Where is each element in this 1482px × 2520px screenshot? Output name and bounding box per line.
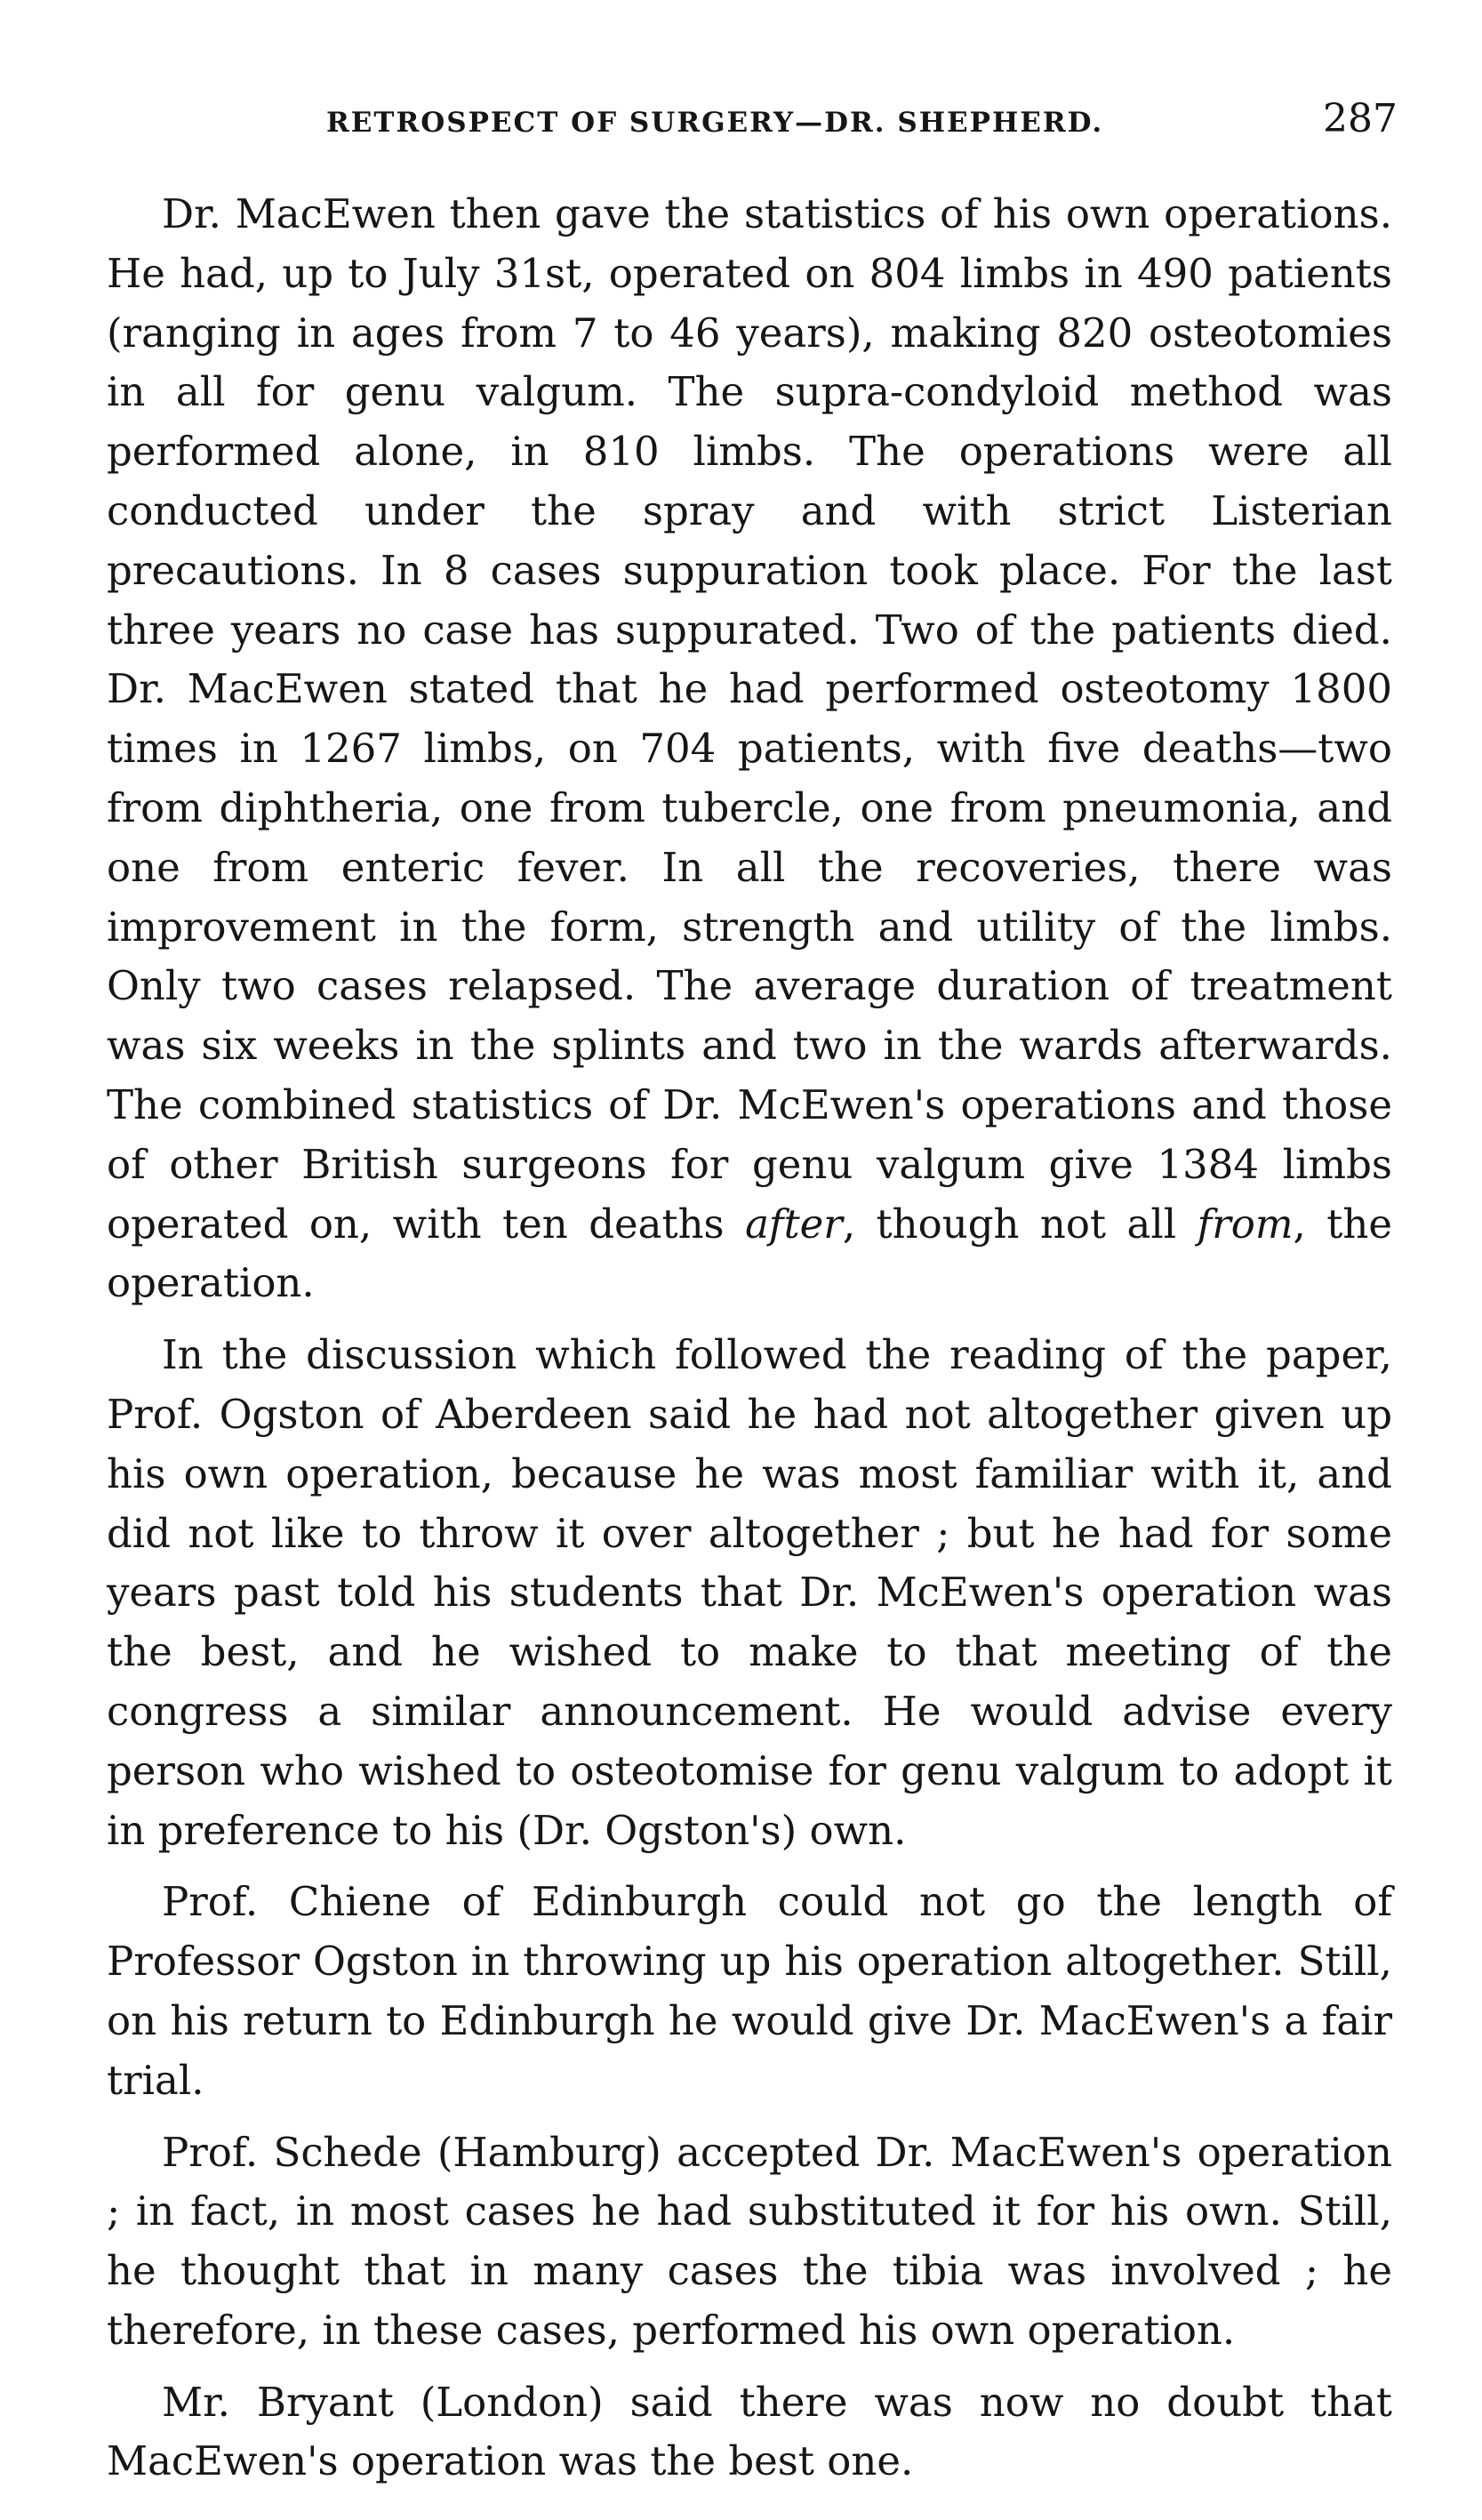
paragraph-text: , though not all (842, 1200, 1198, 1248)
paragraph-bryant: Mr. Bryant (London) said there was now no doubt that MacEwen's operation was the best one. (107, 2378, 1392, 2485)
running-head (108, 96, 1398, 149)
paragraph-schede: Prof. Schede (Hamburg) accepted Dr. MacEwen's operation ; in fact, in most cases he had substituted it for his own. Still, he thought that in many cases the tibia was involved ; he therefore, in these cases, performed his own operation. (107, 2128, 1392, 2354)
paragraph-text: , the operation. (107, 1200, 1392, 1307)
paragraph-chiene: Prof. Chiene of Edinburgh could not go the length of Professor Ogston in throwing up his operation altogether. Still, on his return to Edinburgh he would give Dr. MacEwen's a fair trial. (107, 1878, 1392, 2104)
paragraph-ogston: In the discussion which followed the reading of the paper, Prof. Ogston of Aberdeen said he had not altogether given up his own operation, because he was most familiar with it, and did not like to throw it over altogether ; but he had for some years past told his students that Dr. McEwen's operation was the best, and he wished to make to that meeting of the congress a similar announcement. He would advise every person who wished to osteotomise for genu valgum to adopt it in preference to his (Dr. Ogston's) own. (107, 1331, 1392, 1854)
page-number: 287 (1323, 96, 1398, 141)
running-title: RETROSPECT OF SURGERY—DR. SHEPHERD. (326, 107, 1104, 139)
italic-word: after (745, 1200, 843, 1248)
paragraph-macewen-statistics (107, 185, 1392, 1313)
body-text (107, 185, 1392, 2492)
italic-word: from (1197, 1200, 1294, 1248)
paragraph-text: Dr. MacEwen then gave the statistics of his own operations. He had, up to July 31st, operated on 804 limbs in 490 patients (ranging in ages from 7 to 46 years), making 820 osteotomies in all for genu valgum. The supra-condyloid method was performed alone, in 810 limbs. The operations were all conducted under the spray and with strict Listerian precautions. In 8 cases suppuration took place. For the last three years no case has suppurated. Two of the patients died. Dr. MacEwen stated that he had performed osteotomy 1800 times in 1267 limbs, on 704 patients, with five deaths—two from diphtheria, one from tubercle, one from pneumonia, and one from enteric fever. In all the recoveries, there was improvement in the form, strength and utility of the limbs. Only two cases relapsed. The average duration of treatment was six weeks in the splints and two in the wards afterwards. The combined statistics of Dr. McEwen's operations and those of other British surgeons for genu valgum give 1384 limbs operated on, with ten deaths (107, 190, 1392, 1248)
